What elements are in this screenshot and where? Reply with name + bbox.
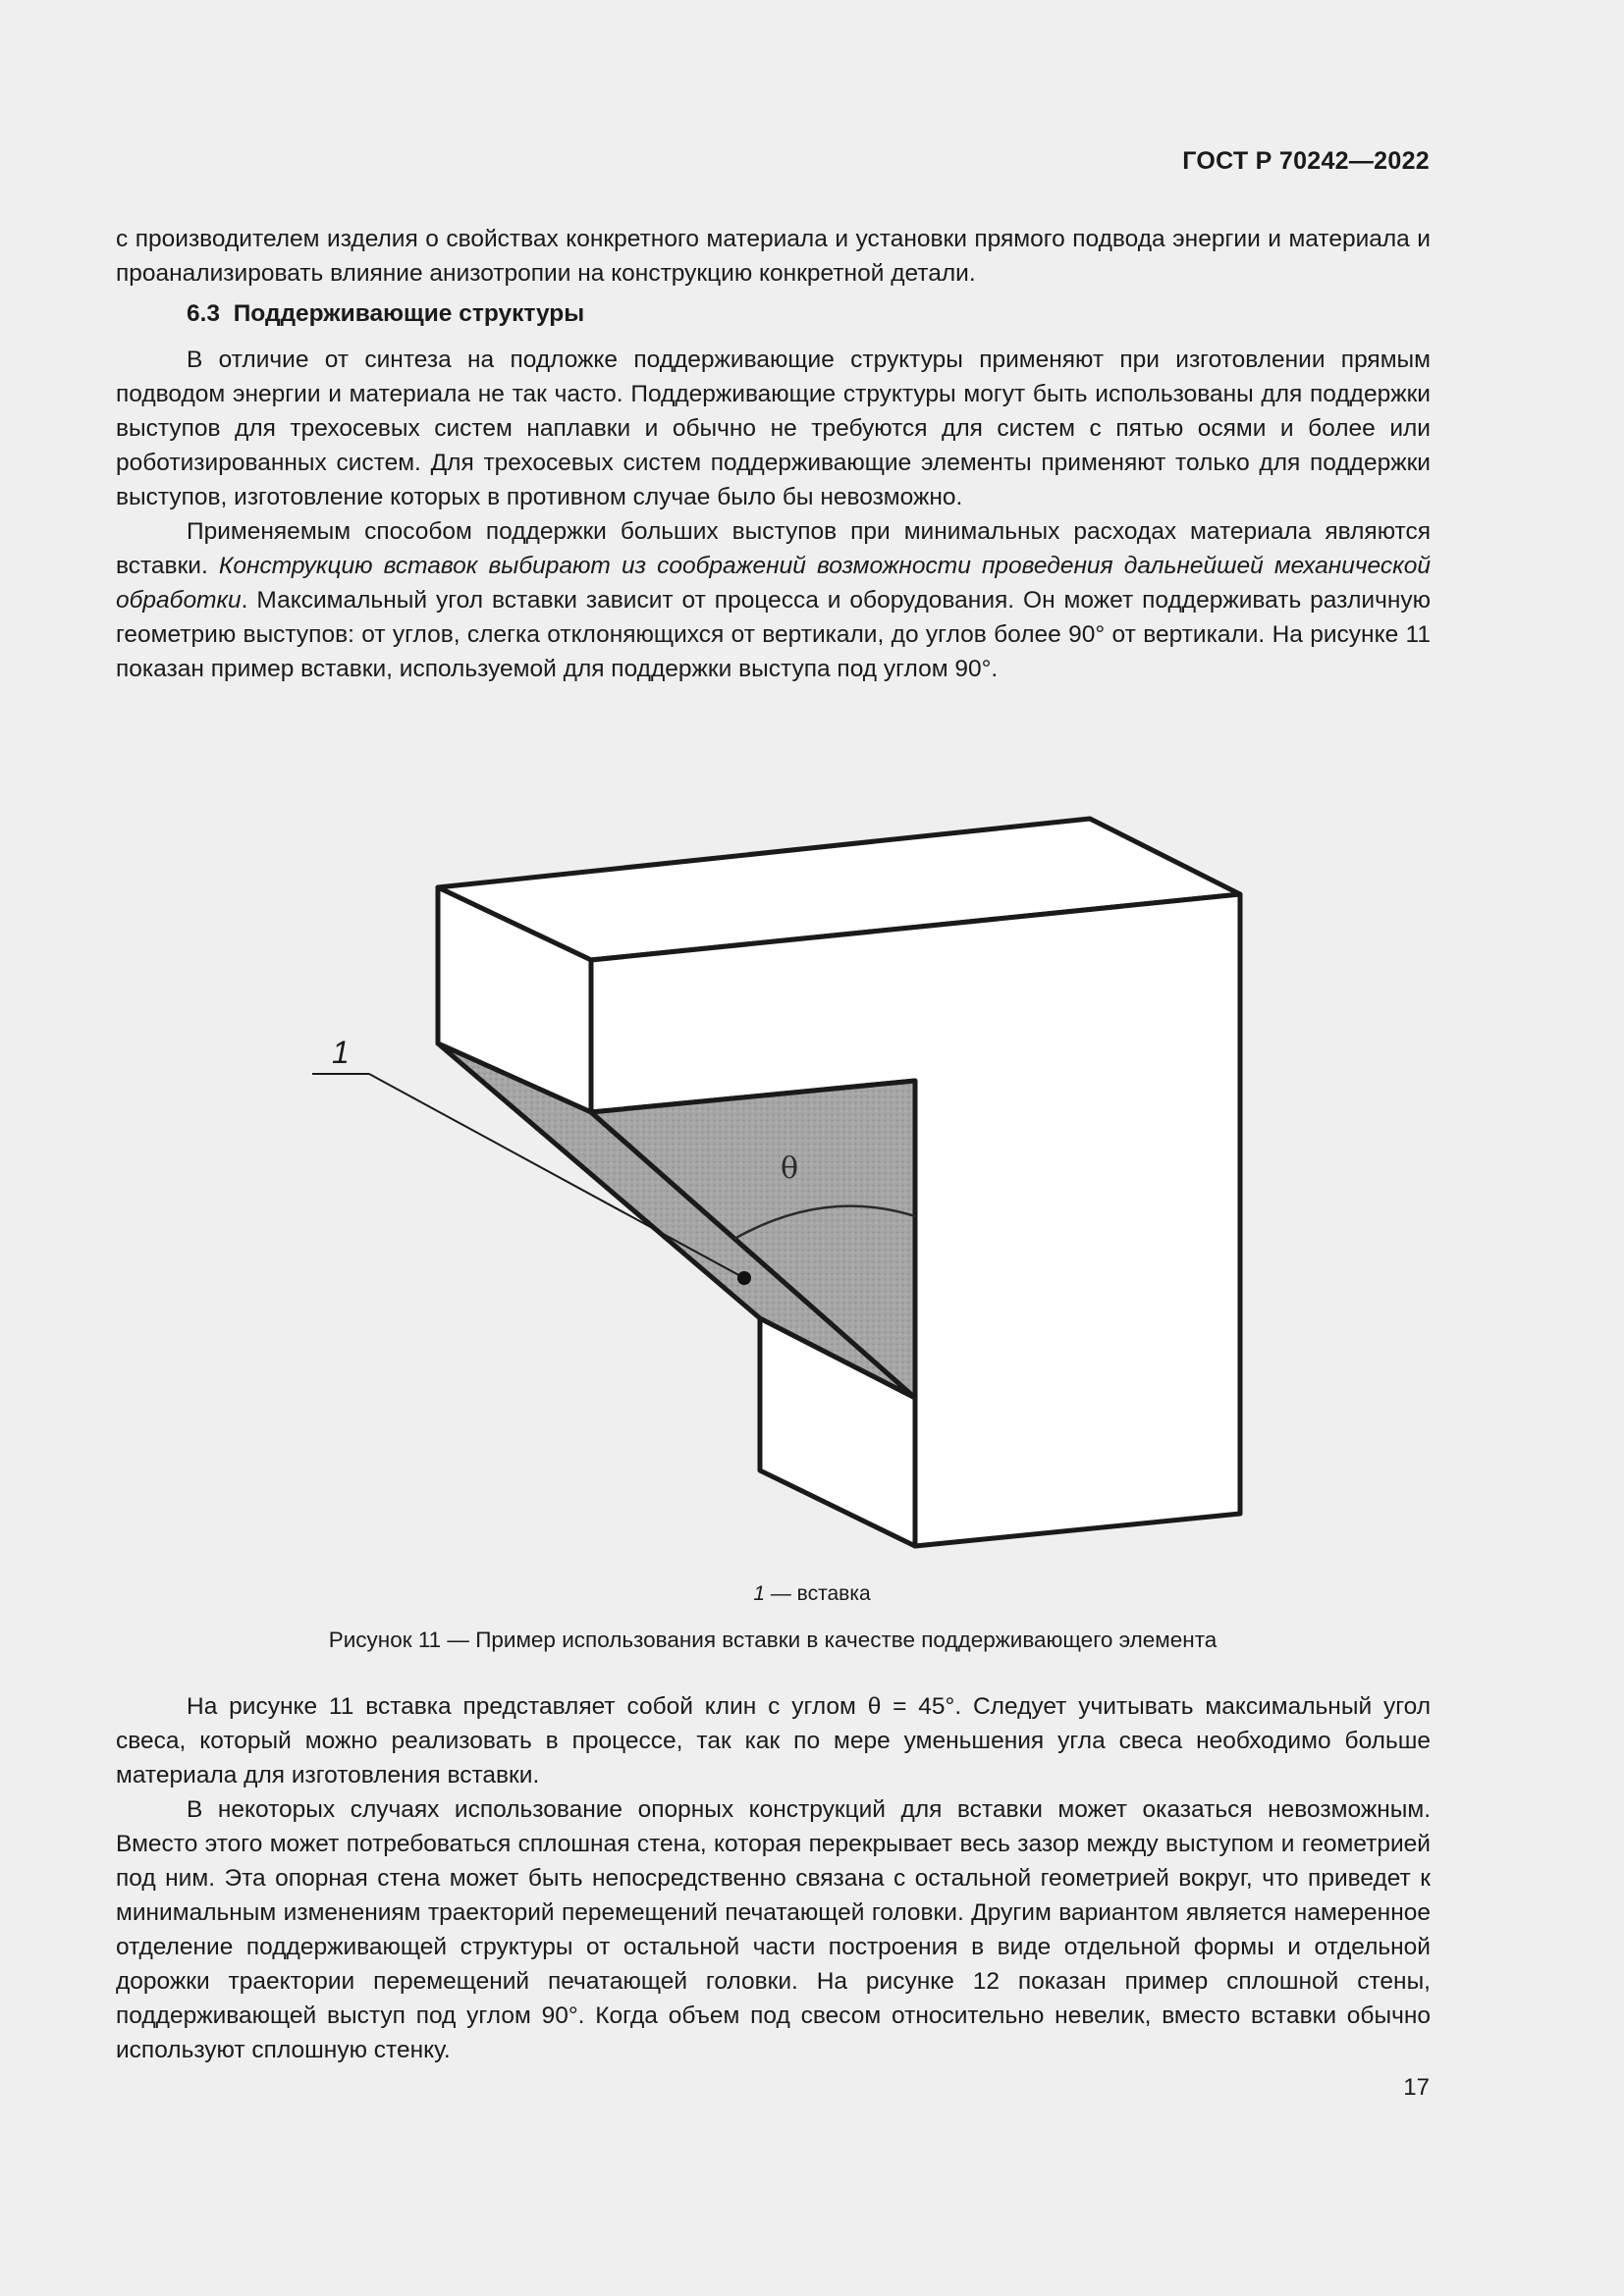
figure-11-insert-diagram [295,805,1276,1571]
legend-text: — вставка [765,1582,871,1605]
section-number: 6.3 [187,300,221,327]
paragraph-wedge-angle: На рисунке 11 вставка представляет собой клин с углом θ = 45°. Следует учитывать максимальный угол свеса, который можно реализовать в процессе, так как по мере уменьшения угла свеса необходимо больше материала для изготовления вставки. [116,1693,1431,1789]
paragraph-support-usage: В отличие от синтеза на подложке поддерживающие структуры применяют при изготовлении прямым подводом энергии и материала не так часто. Поддерживающие структуры могут быть использованы для поддержки выступов для трехосевых систем наплавки и обычно не требуются для систем с пятью осями и более или роботизированных систем. Для трехосевых систем поддерживающие элементы применяют только для поддержки выступов, изготовление которых в противном случае было бы невозможно. [116,347,1431,510]
inserts-text-start: Применяемым способом поддержки больших выступов при минимальных расходах материала являются вставки. [116,518,1431,579]
paragraph-continuation: с производителем изделия о свойствах конкретного материала и установки прямого подвода энергии и материала и проанализировать влияние анизотропии на конструкцию конкретной детали. [116,226,1431,287]
main-text-bottom [116,1689,1431,2067]
page-number: 17 [1403,2074,1430,2101]
inserts-italic-text: Конструкцию вставок выбирают из соображений возможности проведения дальнейшей механической обработки [116,553,1431,614]
insert-wedge-side [591,1081,915,1398]
main-text-top [116,222,1431,686]
figure-caption: Рисунок 11 — Пример использования вставки в качестве поддерживающего элемента [328,1628,1218,1652]
paragraph-solid-wall: В некоторых случаях использование опорных конструкций для вставки может оказаться невозможным. Вместо этого может потребоваться сплошная стена, которая перекрывает весь зазор между выступом и геометрией под ним. Эта опорная стена может быть непосредственно связана с остальной геометрией вокруг, что приведет к минимальным изменениям траекторий перемещений печатающей головки. Другим вариантом является намеренное отделение поддерживающей структуры от остальной части построения в виде отдельной формы и отдельной дорожки траектории перемещений печатающей головки. На рисунке 12 показан пример сплошной стены, поддерживающей выступ под углом 90°. Когда объем под свесом относительно невелик, вместо вставки обычно используют сплошную стенку. [116,1796,1431,2063]
paragraph-inserts [116,514,1431,686]
callout-label: 1 [332,1035,350,1070]
inserts-text-end: . Максимальный угол вставки зависит от процесса и оборудования. Он может поддерживать различную геометрию выступов: от углов, слегка отклоняющихся от вертикали, до углов более 90° от вертикали. На рисунке 11 показан пример вставки, используемой для поддержки выступа под углом 90°. [116,587,1431,682]
figure-legend [0,1582,1624,1606]
callout-point [737,1271,751,1285]
angle-symbol: θ [781,1151,799,1186]
section-title: Поддерживающие структуры [233,300,585,327]
document-header: ГОСТ Р 70242—2022 [1182,147,1430,175]
section-heading [187,296,1431,331]
legend-number: 1 [753,1582,766,1605]
